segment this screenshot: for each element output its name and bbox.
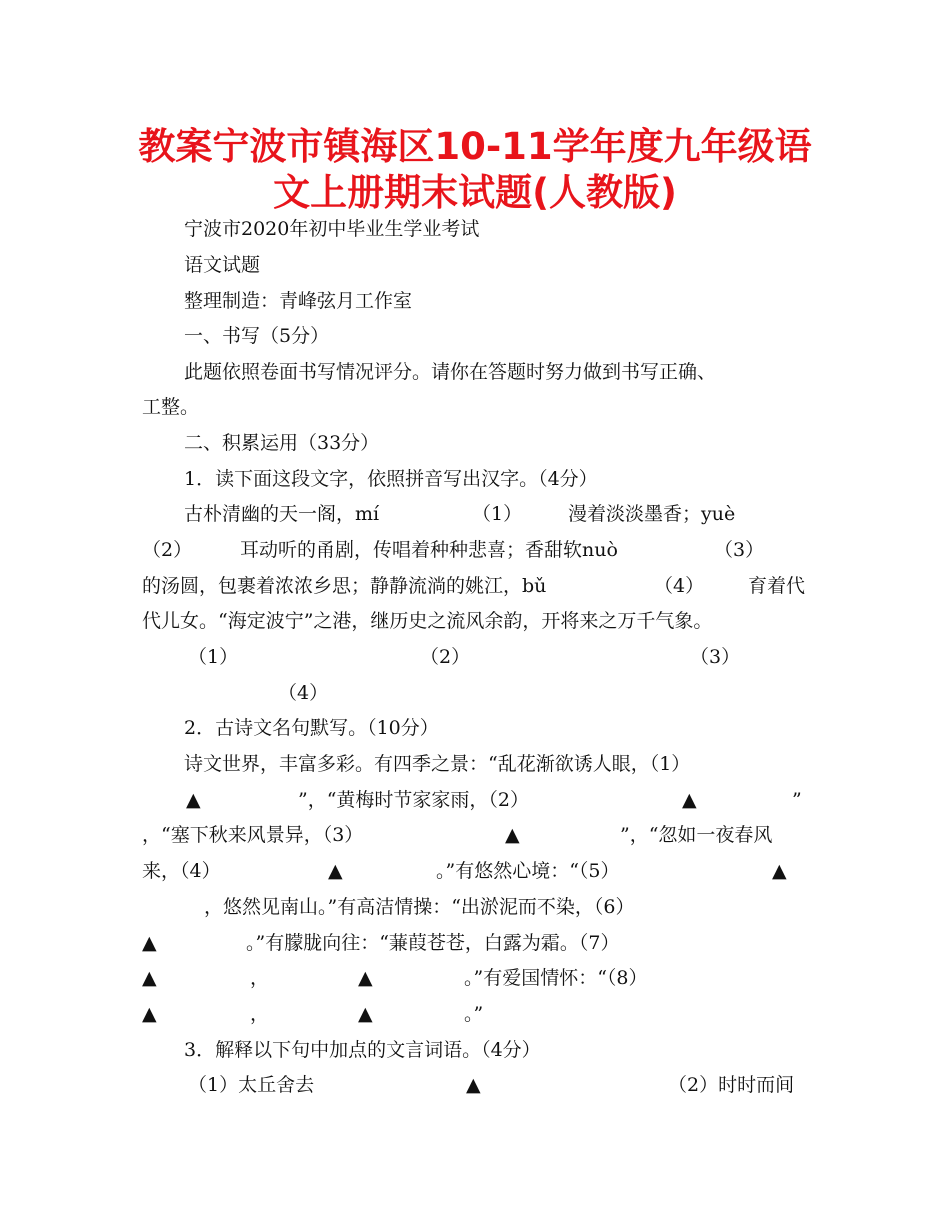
q1-passage-line-4: 代儿女。“海定波宁”之港，继历史之流风余韵，开将来之万千气象。 bbox=[142, 610, 713, 632]
q2-line-1: 诗文世界，丰富多彩。有四季之景：“乱花渐欲诱人眼，（1） bbox=[184, 753, 691, 775]
exam-name: 宁波市2020年初中毕业生学业考试 bbox=[184, 218, 480, 240]
answer-triangle-marker: ▲ bbox=[505, 824, 520, 846]
q2-line-4b: 。”有悠然心境：“（5） bbox=[436, 860, 620, 882]
question-2-prompt: 2．古诗文名句默写。（10分） bbox=[184, 717, 439, 739]
answer-triangle-marker: ▲ bbox=[358, 1003, 373, 1025]
answer-triangle-marker: ▲ bbox=[142, 932, 157, 954]
q2-line-7a: ， bbox=[250, 967, 270, 989]
q2-line-3b: ”，“忽如一夜春风 bbox=[620, 824, 773, 846]
q1-answer-1: （1） bbox=[188, 646, 239, 668]
answer-triangle-marker: ▲ bbox=[142, 1003, 157, 1025]
q2-line-5: ，悠然见南山。”有高洁情操：“出淤泥而不染，（6） bbox=[204, 896, 635, 918]
document-title-line-1: 教案宁波市镇海区10-11学年度九年级语 bbox=[138, 125, 812, 168]
question-3-prompt: 3．解释以下句中加点的文言词语。（4分） bbox=[184, 1039, 541, 1061]
q1-passage-line-3c: 育着代 bbox=[748, 575, 806, 597]
q1-blank-1: （1） bbox=[472, 503, 523, 525]
q2-line-2b: ” bbox=[792, 789, 802, 811]
q1-blank-2: （2） bbox=[142, 539, 193, 561]
document-title-line-2: 文上册期末试题(人教版) bbox=[273, 171, 677, 214]
q2-line-4a: 来，（4） bbox=[142, 860, 221, 882]
answer-triangle-marker: ▲ bbox=[466, 1074, 481, 1096]
producer-line: 整理制造：青峰弦月工作室 bbox=[184, 290, 413, 312]
q1-passage-line-3a: 的汤圆，包裹着浓浓乡思；静静流淌的姚江，bǔ bbox=[142, 575, 547, 597]
q3-item-1: （1）太丘舍去 bbox=[188, 1074, 315, 1096]
answer-triangle-marker: ▲ bbox=[772, 860, 787, 882]
q1-answer-4: （4） bbox=[278, 682, 329, 704]
answer-triangle-marker: ▲ bbox=[682, 789, 697, 811]
q1-blank-4: （4） bbox=[654, 575, 705, 597]
answer-triangle-marker: ▲ bbox=[186, 789, 201, 811]
q2-line-3a: ，“塞下秋来风景异，（3） bbox=[142, 824, 364, 846]
q1-blank-3: （3） bbox=[714, 539, 765, 561]
q2-line-8b: 。” bbox=[464, 1003, 484, 1025]
section-1-text-cont: 工整。 bbox=[142, 396, 200, 418]
section-1-heading: 一、书写（5分） bbox=[184, 325, 330, 347]
q2-line-6: 。”有朦胧向往：“蒹葭苍苍，白露为霜。（7） bbox=[246, 932, 620, 954]
answer-triangle-marker: ▲ bbox=[358, 967, 373, 989]
section-2-heading: 二、积累运用（33分） bbox=[184, 432, 380, 454]
answer-triangle-marker: ▲ bbox=[328, 860, 343, 882]
section-1-text: 此题依照卷面书写情况评分。请你在答题时努力做到书写正确、 bbox=[184, 361, 717, 383]
q3-item-2: （2）时时而间 bbox=[668, 1074, 795, 1096]
q1-answer-3: （3） bbox=[690, 646, 741, 668]
q2-line-2a: ”，“黄梅时节家家雨，（2） bbox=[298, 789, 530, 811]
question-1-prompt: 1．读下面这段文字，依照拼音写出汉字。（4分） bbox=[184, 468, 598, 490]
q1-answer-2: （2） bbox=[420, 646, 471, 668]
q1-passage-line-1a: 古朴清幽的天一阁，mí bbox=[184, 503, 380, 525]
q1-passage-line-2b: 耳动听的甬剧，传唱着种种悲喜；香甜软nuò bbox=[240, 539, 618, 561]
subject-name: 语文试题 bbox=[184, 254, 261, 276]
q2-line-8a: ， bbox=[250, 1003, 270, 1025]
q2-line-7b: 。”有爱国情怀：“（8） bbox=[464, 967, 648, 989]
answer-triangle-marker: ▲ bbox=[142, 967, 157, 989]
q1-passage-line-1c: 漫着淡淡墨香；yuè bbox=[568, 503, 736, 525]
